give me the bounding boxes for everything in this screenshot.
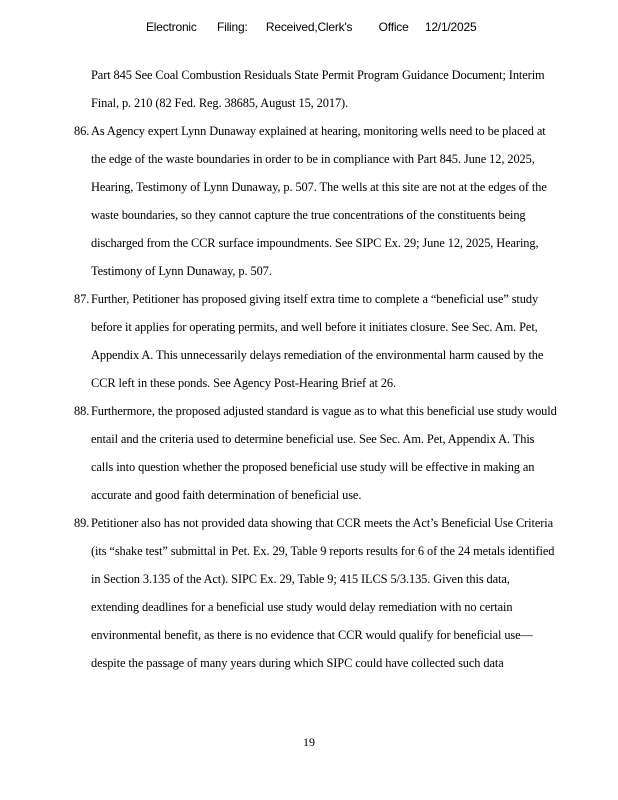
- line-text: waste boundaries, so they cannot capture the true concentrations of the constituents being: [91, 208, 526, 222]
- line-text: Petitioner also has not provided data showing that CCR meets the Act’s Beneficial Use Criteria: [91, 516, 554, 530]
- line-text: Further, Petitioner has proposed giving itself extra time to complete a “beneficial use” study: [91, 292, 539, 306]
- line-text: before it applies for operating permits, and well before it initiates closure. See Sec. Am. Pet,: [91, 320, 538, 334]
- line-text: extending deadlines for a beneficial use study would delay remediation with no certain: [91, 600, 513, 614]
- header-received: Received,Clerk's: [265, 20, 353, 34]
- paragraph-number: 86.: [74, 124, 90, 138]
- line-text: CCR left in these ponds. See Agency Post-Hearing Brief at 26.: [91, 376, 396, 390]
- line-text: despite the passage of many years during which SIPC could have collected such data: [91, 656, 504, 670]
- header-office: Office: [378, 20, 409, 34]
- page-number: 19: [303, 735, 315, 749]
- line-text: Appendix A. This unnecessarily delays remediation of the environmental harm caused by the: [91, 348, 544, 362]
- header-date: 12/1/2025: [424, 20, 477, 34]
- line-text: Furthermore, the proposed adjusted standard is vague as to what this beneficial use study would: [91, 404, 557, 418]
- header-electronic: Electronic: [146, 20, 197, 34]
- line-text: environmental benefit, as there is no evidence that CCR would qualify for beneficial use—: [91, 628, 533, 642]
- paragraph-number: 87.: [74, 292, 90, 306]
- line-text: the edge of the waste boundaries in order to be in compliance with Part 845. June 12, 2025,: [91, 152, 535, 166]
- filing-stamp-header: [146, 20, 476, 34]
- line-text: discharged from the CCR surface impoundments. See SIPC Ex. 29; June 12, 2025, Hearing,: [91, 236, 539, 250]
- line-text: Testimony of Lynn Dunaway, p. 507.: [91, 264, 272, 278]
- line-text: in Section 3.135 of the Act). SIPC Ex. 29, Table 9; 415 ILCS 5/3.135. Given this data,: [91, 572, 510, 586]
- line-text: Hearing, Testimony of Lynn Dunaway, p. 507. The wells at this site are not at the edges of the: [91, 180, 547, 194]
- header-filing: Filing:: [216, 20, 248, 34]
- line-text: accurate and good faith determination of beneficial use.: [91, 488, 362, 502]
- line-text: entail and the criteria used to determine beneficial use. See Sec. Am. Pet, Appendix A. This: [91, 432, 535, 446]
- paragraph-number: 88.: [74, 404, 90, 418]
- line-text: Final, p. 210 (82 Fed. Reg. 38685, August 15, 2017).: [91, 96, 349, 110]
- line-text: calls into question whether the proposed beneficial use study will be effective in making an: [91, 460, 535, 474]
- paragraph-number: 89.: [74, 516, 90, 530]
- line-text: Part 845 See Coal Combustion Residuals State Permit Program Guidance Document; Interim: [91, 68, 545, 82]
- line-text: As Agency expert Lynn Dunaway explained at hearing, monitoring wells need to be placed at: [91, 124, 546, 138]
- line-text: (its “shake test” submittal in Pet. Ex. 29, Table 9 reports results for 6 of the 24 metals identified: [91, 544, 555, 558]
